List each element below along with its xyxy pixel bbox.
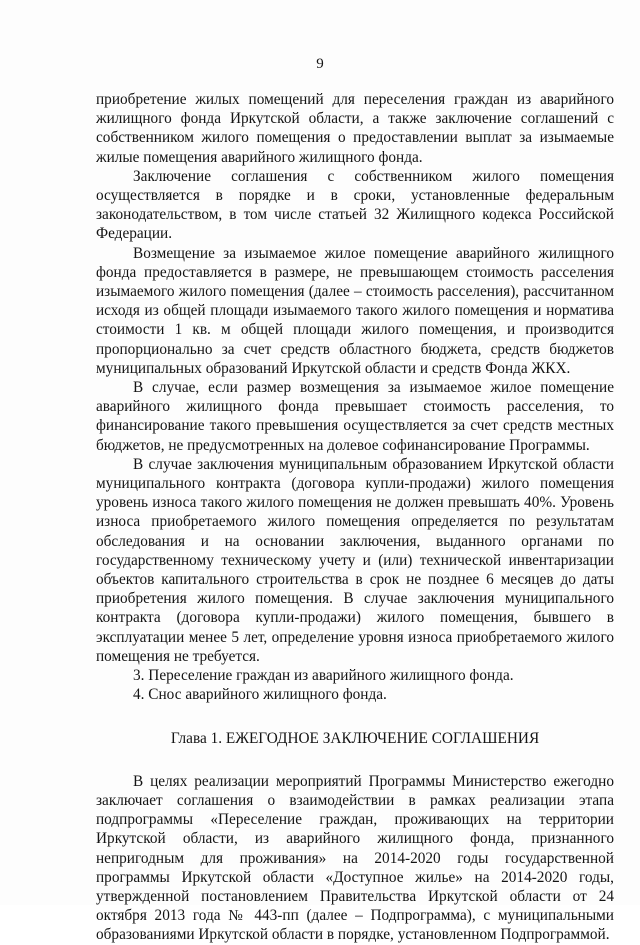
paragraph-chapter-body: В целях реализации мероприятий Программы Министерство ежегодно заключает соглашения о взаимодействии в рамках реализации этапа подпрограммы «Переселение граждан, проживающих на территории Иркутской области, из аварийного жилищного фонда, признанного непригодным для проживания» на 2014-2020 годы государственной программы Иркутской области «Доступное жилье» на 2014-2020 годы, утвержденной постановлением Правительства Иркутской области от 24 октября 2013 года № 443-пп (далее – Подпрограмма), с муниципальными образованиями Иркутской области в порядке, установленном Подпрограммой. [96, 772, 614, 944]
page-number: 9 [316, 56, 324, 72]
paragraph-continuation: приобретение жилых помещений для переселения граждан из аварийного жилищного фонда Иркутской области, а также заключение соглашений с собственником жилого помещения о предоставлении выплат за изымаемые жилые помещения аварийного жилищного фонда. [96, 91, 614, 166]
paragraph-agreement: Заключение соглашения с собственником жилого помещения осуществляется в порядке и в сроки, установленные федеральным законодательством, в том числе статьей 32 Жилищного кодекса Российской Федерации. [96, 167, 614, 243]
list-item-resettlement: 3. Переселение граждан из аварийного жилищного фонда. [133, 667, 514, 685]
chapter-title: Глава 1. ЕЖЕГОДНОЕ ЗАКЛЮЧЕНИЕ СОГЛАШЕНИЯ [170, 729, 540, 747]
paragraph-excess-funding: В случае, если размер возмещения за изымаемое жилое помещение аварийного жилищного фонда превышает стоимость расселения, то финансирование такого превышения осуществляется за счет средств местных бюджетов, не предусмотренных на долевое софинансирование Программы. [96, 379, 614, 454]
list-item-demolition: 4. Снос аварийного жилищного фонда. [133, 686, 387, 704]
paragraph-wear-level: В случае заключения муниципальным образованием Иркутской области муниципального контракта (договора купли-продажи) жилого помещения уровень износа такого жилого помещения не должен превышать 40%. Уровень износа приобретаемого жилого помещения определяется по результатам обследования и на основании заключения, выданного органами по государственному техническому учету и (или) технической инвентаризации объектов капитального строительства в срок не позднее 6 месяцев до даты приобретения жилого помещения. В случае заключения муниципального контракта (договора купли-продажи) жилого помещения, бывшего в эксплуатации менее 5 лет, определение уровня износа приобретаемого жилого помещения не требуется. [96, 455, 614, 665]
paragraph-compensation: Возмещение за изымаемое жилое помещение аварийного жилищного фонда предоставляется в размере, не превышающем стоимость расселения изымаемого жилого помещения (далее – стоимость расселения), рассчитанном исходя из общей площади изымаемого такого жилого помещения и норматива стоимости 1 кв. м общей площади жилого помещения, и производится пропорционально за счет средств областного бюджета, средств бюджетов муниципальных образований Иркутской области и средств Фонда ЖКХ. [96, 244, 614, 377]
document-body [96, 90, 614, 945]
